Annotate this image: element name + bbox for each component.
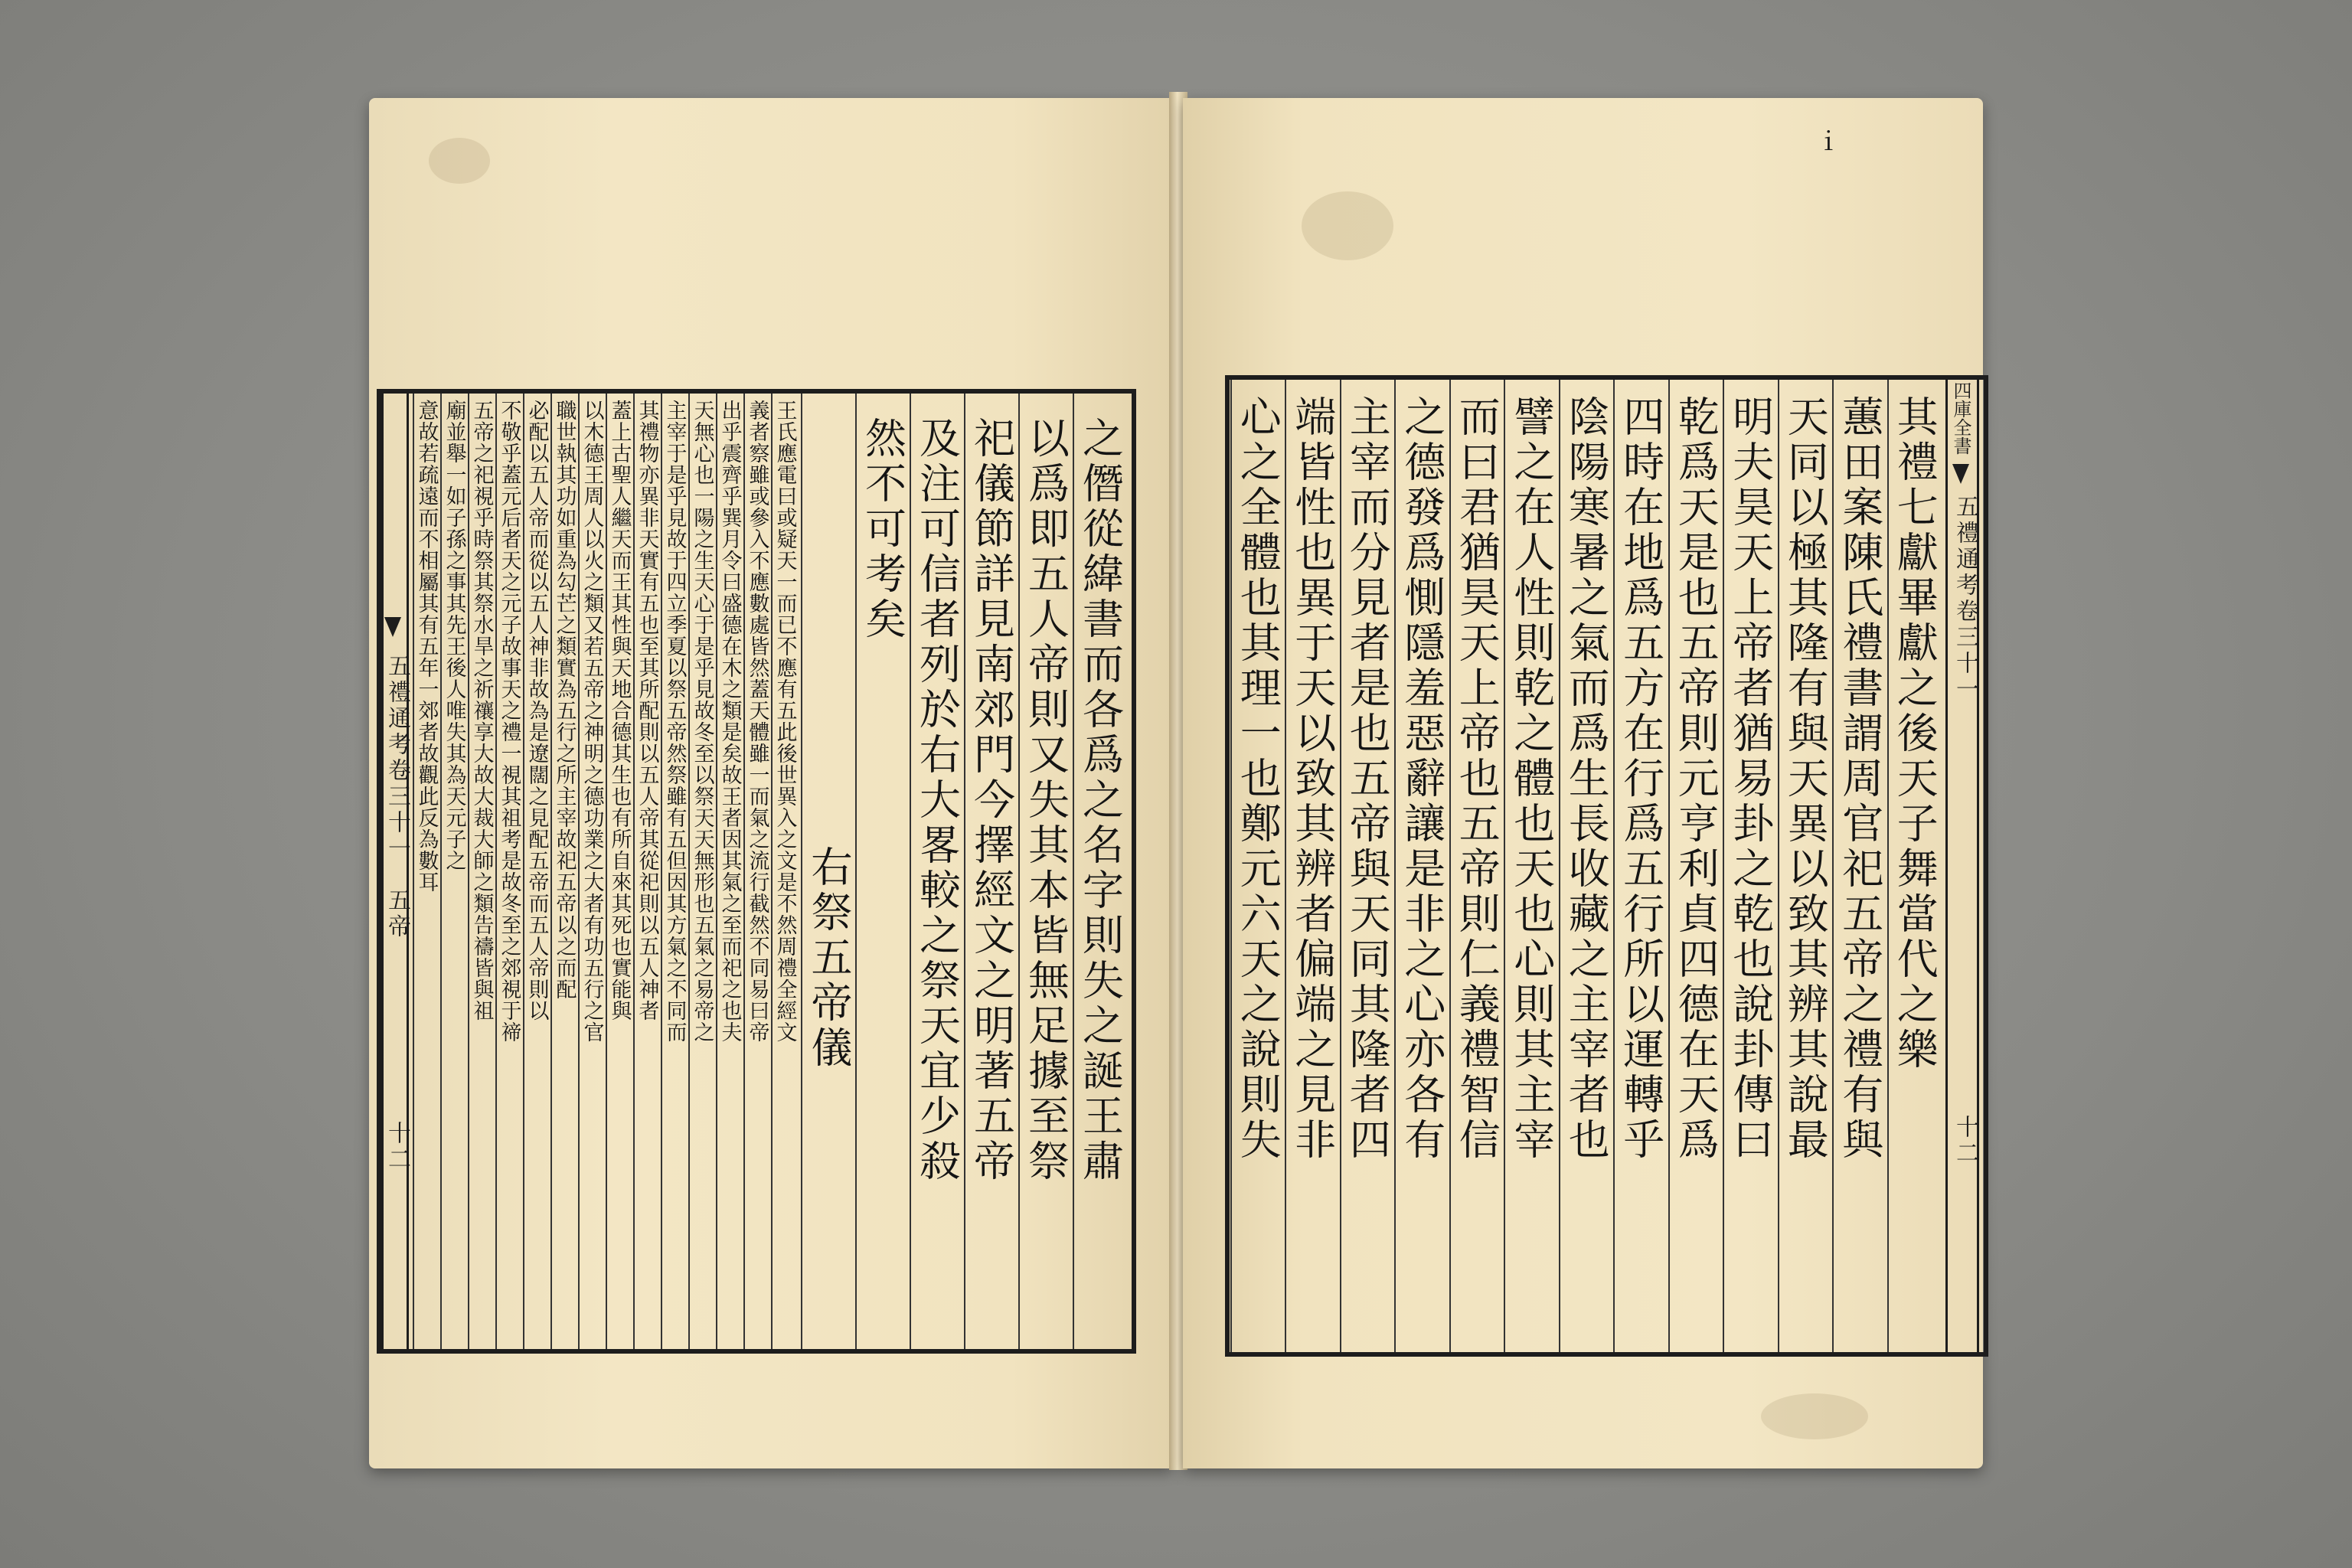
text-column: 不敬乎蓋元后者天之元子故事天之禮一視其祖考是故冬至之郊視于禘 [497,400,521,1043]
text-column: 及注可信者列於右大畧較之祭天宜少殺 [913,416,962,1184]
column-rule [606,394,607,1349]
text-column: 天同以極其隆有與天異以致其辨其說最 [1781,395,1830,1163]
column-rule [1887,380,1889,1352]
text-column: 王氏應電曰或疑天一而已不應有五此後世異入之文是不然周禮全經文 [773,400,797,1043]
text-column: 五帝之祀視乎時祭其祭水旱之祈禳享大故大裁大師之類告禱皆與祖 [469,400,494,1021]
text-column: 必配以五人帝而從以五人神非故為是遼闊之見配五帝而五人帝則以 [524,400,549,1021]
text-column: 然不可考矣 [858,416,907,642]
column-rule [633,394,635,1349]
stain [429,138,490,184]
column-rule [1613,380,1615,1352]
column-rule [1559,380,1560,1352]
main-text-columns [801,394,1127,1349]
column-rule [771,394,773,1349]
text-column: 廟並舉一如子孫之事其先王後人唯失其為天元子之 [442,400,466,871]
text-column: 四時在地爲五方在行爲五行所以運轉乎 [1616,395,1665,1163]
text-column: 祀儀節詳見南郊門今擇經文之明著五帝 [967,416,1016,1184]
column-rule [743,394,745,1349]
column-rule [1073,394,1074,1349]
text-column: 蓋上古聖人繼天而王其性與天地合德其生也有所自來其死也實能與 [607,400,632,1021]
column-rule [413,394,414,1349]
column-rule [1018,394,1020,1349]
text-column: 明夫昊天上帝者猶易卦之乾也說卦傳曰 [1726,395,1775,1163]
text-column: 出乎震齊乎巽月令曰盛德在木之類是矣故王者因其氣之至而祀之也夫 [717,400,742,1043]
column-rule [661,394,662,1349]
column-rule [1340,380,1341,1352]
text-column: 蕙田案陳氏禮書謂周官祀五帝之禮有與 [1835,395,1884,1163]
text-column: 心之全體也其理一也鄭元六天之說則失 [1233,395,1282,1163]
stain [1761,1393,1868,1439]
text-column: 職世執其功如重為勾芒之類實為五行之所主宰故祀五帝以之而配 [552,400,577,1000]
column-rule [855,394,857,1349]
column-rule [801,394,802,1349]
top-ink-mark: ｉ [1816,127,1841,156]
column-rule [910,394,911,1349]
column-rule [578,394,580,1349]
column-rule [550,394,552,1349]
text-column: 其禮物亦異非天實有五也至其所配則以五人帝其從祀則以五人神者 [635,400,659,1021]
column-rule [495,394,497,1349]
column-rule [1230,380,1232,1352]
column-rule [1394,380,1396,1352]
right-page-number: 十二 [1952,1115,1978,1167]
left-text-frame [377,389,1136,1354]
column-rule [1723,380,1724,1352]
stain [1302,191,1393,260]
text-column: 意故若疏遠而不相屬其有五年一郊者故觀此反為數耳 [414,400,439,893]
left-center-label: 五禮通考卷三十一 五帝 [384,654,410,940]
text-column: 義者察雖或參入不應數處皆然蓋天體雖一而氣之流行截然不同易曰帝 [745,400,769,1043]
right-center-label: 五禮通考卷三十一 [1952,495,1978,703]
main-text-columns [1230,380,1942,1352]
text-column: 之德發爲惻隱羞惡辭讓是非之心亦各有 [1397,395,1446,1163]
text-column: 譬之在人性則乾之體也天也心則其主宰 [1507,395,1556,1163]
column-rule [1832,380,1834,1352]
column-rule [523,394,524,1349]
text-column: 以木德王周人以火之類又若五帝之神明之德功業之大者有功五行之官 [580,400,604,1043]
column-rule [964,394,965,1349]
text-column: 之僭從緯書而各爲之名字則失之誕王肅 [1076,416,1125,1184]
right-text-frame [1225,375,1988,1357]
column-rule [1449,380,1451,1352]
left-page-number: 十二 [384,1121,410,1173]
column-rule [440,394,442,1349]
text-column: 其禮七獻畢獻之後天子舞當代之樂 [1890,395,1939,1073]
column-rule [688,394,690,1349]
column-rule [1504,380,1505,1352]
text-column: 端皆性也異于天以致其辨者偏端之見非 [1288,395,1337,1163]
column-rule [716,394,717,1349]
text-column: 而曰君猶昊天上帝也五帝則仁義禮智信 [1452,395,1501,1163]
text-column: 陰陽寒暑之氣而爲生長收藏之主宰者也 [1562,395,1611,1163]
column-rule [1668,380,1670,1352]
text-column: 主宰于是乎見故于四立季夏以祭五帝然祭雖有五但因其方氣之不同而 [662,400,687,1043]
text-column: 天無心也一陽之生天心于是乎見故冬至以祭天天無形也五氣之易帝之 [690,400,714,1043]
text-column: 乾爲天是也五帝則元亨利貞四德在天爲 [1671,395,1720,1163]
column-rule [468,394,469,1349]
text-column: 以爲即五人帝則又失其本皆無足據至祭 [1021,416,1070,1184]
right-header-mark: 四庫全書 [1950,381,1971,455]
column-rule [1778,380,1779,1352]
text-column: 主宰而分見者是也五帝與天同其隆者四 [1343,395,1392,1163]
commentary-columns [412,394,799,1349]
section-heading: 右祭五帝儀 [805,845,853,1071]
column-rule [1285,380,1286,1352]
